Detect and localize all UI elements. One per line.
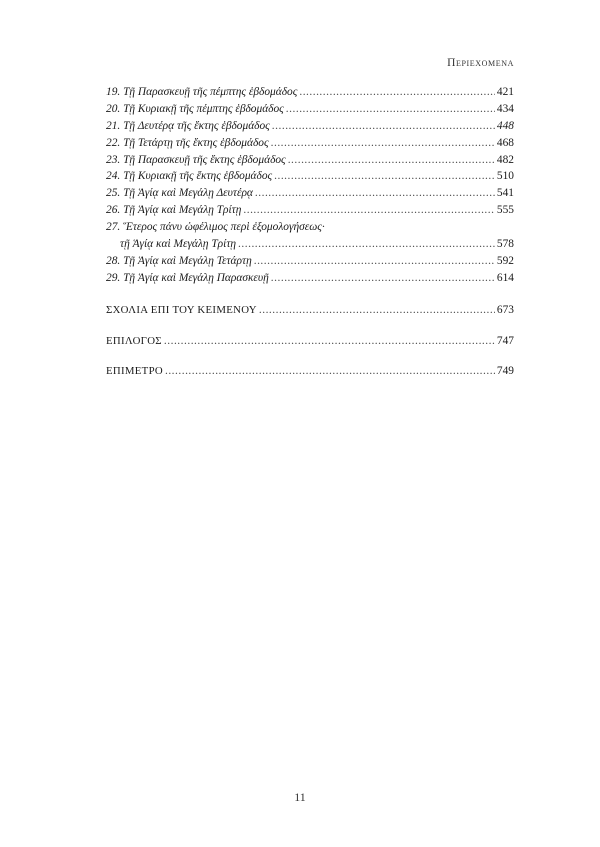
dot-leader — [299, 84, 495, 101]
running-head: Περιεχομενα — [447, 57, 514, 69]
toc-section-epilogos — [106, 333, 514, 350]
toc-entry-title: 28. Τῇ Ἁγίᾳ καὶ Μεγάλῃ Τετάρτῃ — [106, 254, 252, 267]
dot-leader — [271, 270, 495, 287]
toc-entry-page: 614 — [496, 271, 514, 284]
toc-entry-page: 592 — [496, 254, 514, 267]
dot-leader — [288, 152, 495, 169]
toc-entry-title: 29. Τῇ Ἁγίᾳ καὶ Μεγάλῃ Παρασκευῇ — [106, 271, 269, 284]
toc-entry-29 — [106, 270, 514, 287]
dot-leader — [259, 302, 495, 319]
toc-section-scholia — [106, 302, 514, 319]
toc-entry-page: 555 — [496, 204, 514, 217]
dot-leader — [255, 185, 495, 202]
toc-entry-title: 22. Τῇ Τετάρτῃ τῆς ἕκτης ἑβδομάδος — [106, 136, 269, 149]
toc-section-page: 749 — [496, 365, 514, 378]
toc-section-page: 673 — [496, 303, 514, 316]
toc-entry-27-line-1 — [106, 219, 514, 236]
toc-entry-title: 26. Τῇ Ἁγίᾳ καὶ Μεγάλῃ Τρίτῃ — [106, 204, 242, 217]
page-number: 11 — [294, 790, 306, 804]
toc-entry-title: 23. Τῇ Παρασκευῇ τῆς ἕκτης ἑβδομάδος — [106, 153, 286, 166]
dot-leader — [274, 168, 495, 185]
toc-entry-page: 468 — [496, 136, 514, 149]
toc-entry-23 — [106, 152, 514, 169]
toc-entry-page: 541 — [496, 187, 514, 200]
dot-leader — [271, 135, 495, 152]
toc-entry-title: 20. Τῇ Κυριακῇ τῆς πέμπτης ἑβδομάδος — [106, 102, 284, 115]
dot-leader — [254, 253, 495, 270]
toc-entry-24 — [106, 168, 514, 185]
toc-entry-title: 19. Τῇ Παρασκευῇ τῆς πέμπτης ἑβδομάδος — [106, 86, 298, 98]
toc-entry-28 — [106, 253, 514, 270]
toc-section-title: ΕΠΙΛΟΓΟΣ — [106, 334, 162, 347]
toc-entry-20 — [106, 101, 514, 118]
toc-section-title: ΣΧΟΛΙΑ ΕΠΙ ΤΟΥ ΚΕΙΜΕΝΟΥ — [106, 303, 257, 316]
dot-leader — [164, 333, 495, 350]
toc-entry-22 — [106, 135, 514, 152]
toc-entry-page: 510 — [496, 170, 514, 183]
toc-entry-title: 21. Τῇ Δευτέρᾳ τῆς ἕκτης ἑβδομάδος — [106, 119, 270, 132]
toc-entry-21 — [106, 118, 514, 135]
toc-entry-title: τῇ Ἁγίᾳ καὶ Μεγάλῃ Τρίτῃ — [120, 238, 237, 251]
toc-entry-page: 448 — [496, 119, 514, 132]
table-of-contents — [106, 84, 514, 380]
toc-entry-page: 421 — [496, 86, 514, 98]
dot-leader — [165, 363, 495, 380]
dot-leader — [238, 236, 495, 253]
toc-entry-title: 25. Τῇ Ἁγίᾳ καὶ Μεγάλῃ Δευτέρᾳ — [106, 187, 253, 200]
toc-section-page: 747 — [496, 334, 514, 347]
toc-entry-title: 27. Ἕτερος πάνυ ὠφέλιμος περὶ ἐξομολογήσεως· — [106, 221, 325, 234]
toc-entry-page: 578 — [496, 238, 514, 251]
toc-section-epimetro — [106, 363, 514, 380]
dot-leader — [286, 101, 495, 118]
toc-entry-25 — [106, 185, 514, 202]
toc-entry-page: 482 — [496, 153, 514, 166]
toc-entry-page: 434 — [496, 102, 514, 115]
dot-leader — [272, 118, 495, 135]
toc-entry-27-line-2 — [106, 236, 514, 253]
dot-leader — [243, 202, 495, 219]
toc-section-title: ΕΠΙΜΕΤΡΟ — [106, 365, 163, 378]
toc-entry-title: 24. Τῇ Κυριακῇ τῆς ἕκτης ἑβδομάδος — [106, 170, 273, 183]
toc-entry-19 — [106, 84, 514, 101]
toc-entry-26 — [106, 202, 514, 219]
